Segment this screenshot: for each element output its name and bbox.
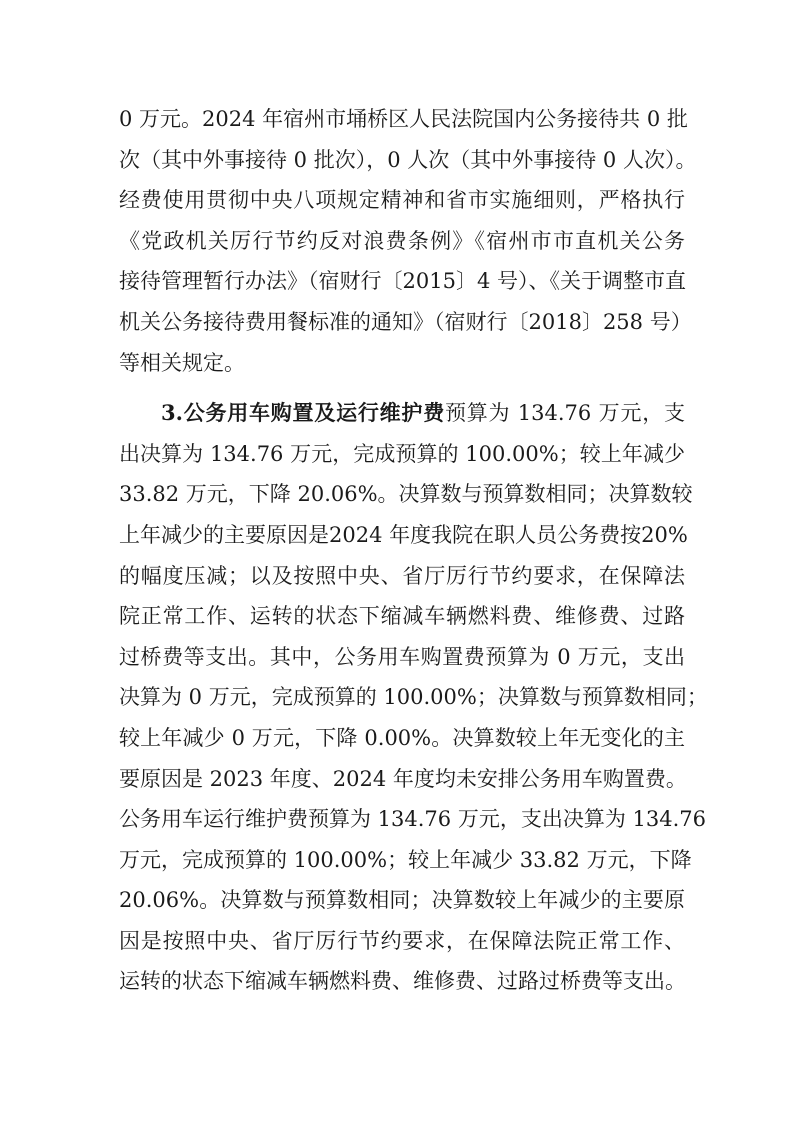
text-line: 20.06%。决算数与预算数相同；决算数较上年减少的主要原 (119, 888, 685, 913)
text-line: 因是按照中央、省厅厉行节约要求，在保障法院正常工作、 (119, 928, 685, 953)
text-line: 次（其中外事接待 0 批次），0 人次（其中外事接待 0 人次）。 (119, 147, 697, 172)
text-line: 万元，完成预算的 100.00%；较上年减少 33.82 万元，下降 (119, 847, 692, 872)
text-line: 等相关规定。 (119, 350, 245, 375)
paragraph-vehicle-expenses (119, 393, 708, 1002)
paragraph-gap (119, 383, 685, 393)
text-line: 经费使用贯彻中央八项规定精神和省市实施细则，严格执行 (119, 188, 685, 213)
text-line: 运转的状态下缩减车辆燃料费、维修费、过路过桥费等支出。 (119, 969, 686, 994)
text-line: 接待管理暂行办法》（宿财行〔2015〕4 号）、《关于调整市直 (119, 269, 686, 294)
text-line: 要原因是 2023 年度、2024 年度均未安排公务用车购置费。 (119, 766, 687, 791)
text-line: 的幅度压减；以及按照中央、省厅厉行节约要求，在保障法 (119, 563, 685, 588)
section-heading: 3.公务用车购置及运行维护费 (161, 400, 445, 426)
text-line: 院正常工作、运转的状态下缩减车辆燃料费、维修费、过路 (119, 604, 685, 629)
text-line: 33.82 万元，下降 20.06%。决算数与预算数相同；决算数较 (119, 482, 693, 507)
text-line: 决算为 0 万元，完成预算的 100.00%；决算数与预算数相同； (119, 685, 708, 710)
heading-trailing-text: 预算为 134.76 万元，支 (444, 401, 685, 426)
text-line: 0 万元。2024 年宿州市埇桥区人民法院国内公务接待共 0 批 (119, 107, 688, 131)
paragraph-reception-expenses (119, 99, 697, 383)
text-line: 过桥费等支出。其中，公务用车购置费预算为 0 万元，支出 (119, 644, 685, 669)
text-line: 上年减少的主要原因是2024 年度我院在职人员公务费按20% (119, 522, 688, 547)
text-line: 出决算为 134.76 万元，完成预算的 100.00%；较上年减少 (119, 441, 685, 466)
body-text (119, 99, 708, 1002)
text-line: 较上年减少 0 万元，下降 0.00%。决算数较上年无变化的主 (119, 725, 685, 750)
text-line-first (119, 393, 685, 434)
text-line: 公务用车运行维护费预算为 134.76 万元，支出决算为 134.76 (119, 807, 706, 832)
text-line: 机关公务接待费用餐标准的通知》（宿财行〔2018〕258 号） (119, 309, 692, 334)
text-line: 《党政机关厉行节约反对浪费条例》《宿州市市直机关公务 (119, 228, 685, 253)
